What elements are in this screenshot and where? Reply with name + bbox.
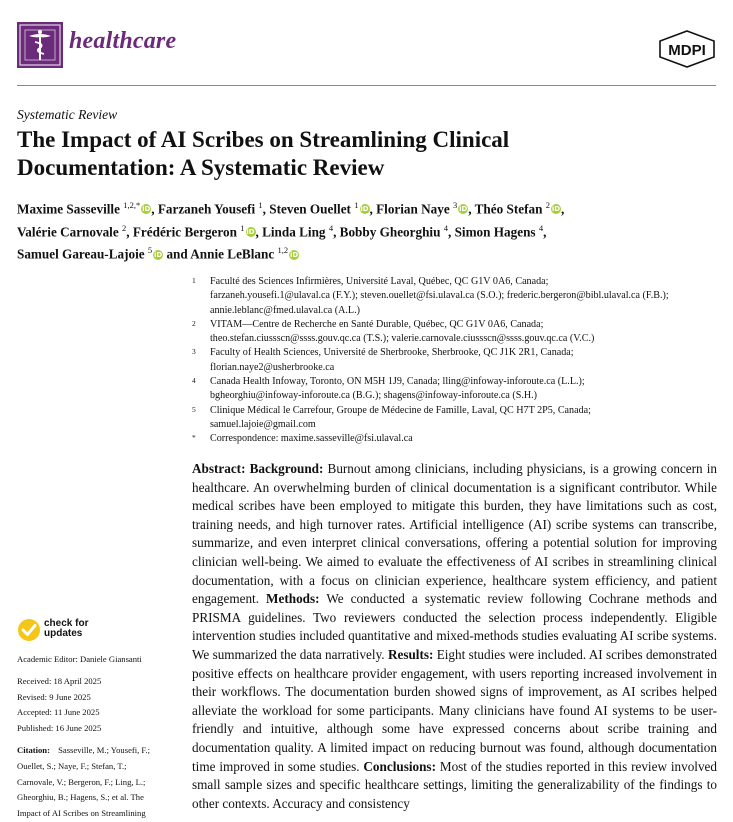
abstract-text: Most of the studies reported in this review involved small sample sizes and specific healthcare settings, limiting the generalizability of the findings to other contexts. Accuracy and consistency [192, 758, 717, 811]
author-separator: , [543, 224, 547, 240]
author-affiliation-marker: 4 [328, 222, 334, 233]
affiliation-marker: 1 [192, 276, 196, 285]
author-name: Linda Ling [262, 224, 326, 240]
orcid-icon[interactable]: iD [360, 205, 369, 214]
abstract-heading: Results: [387, 646, 434, 662]
check-for-updates-label [44, 619, 88, 639]
author-separator: , [255, 224, 263, 240]
orcid-icon[interactable]: iD [246, 228, 255, 237]
affiliation-item [192, 375, 722, 404]
affiliation-item [192, 346, 722, 375]
author-affiliation-marker: 1,2 [277, 245, 289, 256]
affiliation-marker: 4 [192, 376, 196, 386]
author-separator: , [560, 201, 565, 217]
affiliation-line: VITAM—Centre de Recherche en Santé Durable, Québec, QC G1V 0A6, Canada; [210, 318, 544, 330]
published-date: Published: 16 June 2025 [17, 723, 102, 734]
author-name: Maxime Sasseville [17, 201, 120, 217]
author-separator: , [126, 224, 133, 240]
author-affiliation-marker: 2 [545, 200, 550, 210]
author-separator: , [447, 224, 455, 240]
author-name: Annie LeBlanc [190, 246, 275, 262]
abstract-heading: Background: [249, 461, 324, 476]
article-title: The Impact of AI Scribes on Streamlining Clinical Documentation: A Systematic Review [17, 127, 510, 180]
abstract-heading: Abstract: [192, 461, 246, 476]
author-affiliation-marker: 1 [354, 200, 359, 210]
author-separator: , [151, 201, 158, 217]
affiliation-line: samuel.lajoie@gmail.com [210, 418, 316, 430]
abstract-text: Burnout among clinicians, including physicians, is a growing concern in healthcare. An overwhelming burden of clinical documentation is a significant contributor. While medical scribes have been employed to mitigate this burden, they have limitations such as cost, training needs, and high turnover rates. Artificial intelligence (AI) scribe systems can transcribe, summarize, and even interpret clinical conversations, offering a potential solution for improving clinician well-being. We aimed to evaluate the effectiveness of AI scribes in streamlining clinical documentation, with a focus on clinician experience, healthcare system efficiency, and patient engagement. [192, 461, 718, 607]
citation-line: Carnovale, V.; Bergeron, F.; Ling, L.; [17, 776, 146, 787]
abstract-text: We conducted a systematic review following Cochrane methods and PRISMA guidelines. Two reviewers conducted the selection process independently. Eligible intervention studies included quantitative and mixed-methods studies evaluating AI scribe systems. We summarized the data narratively. [192, 591, 717, 662]
author-affiliation-marker: 1,2,* [123, 200, 141, 210]
header-divider [17, 85, 716, 86]
author-name: Valérie Carnovale [17, 224, 119, 240]
author-name: Florian Naye [376, 201, 450, 217]
revised-date: Revised: 9 June 2025 [17, 691, 91, 702]
article-sidebar [17, 616, 177, 822]
author-separator: , [369, 201, 377, 217]
author-affiliation-marker: 4 [538, 222, 544, 233]
abstract-text: Eight studies were included. AI scribes demonstrated positive effects on healthcare provider engagement, with users reporting increased involvement in their workflows. The documentation burden showed signs of improvement, as AI scribes helped alleviate the workload for some participants. Many clinicians have found AI systems to be user-friendly and intuitive, although some have expressed concerns about scribe training and documentation quality. A limited impact on reducing burnout was found, although documentation time improved in some studies. [192, 646, 717, 774]
abstract-heading: Conclusions: [363, 758, 436, 774]
author-name: Bobby Gheorghiu [339, 224, 441, 240]
affiliation-line: florian.naye2@usherbrooke.ca [210, 361, 335, 373]
author-name: Samuel Gareau-Lajoie [17, 246, 145, 262]
orcid-icon[interactable]: iD [290, 250, 299, 259]
affiliation-marker: 2 [192, 318, 196, 328]
author-name: Farzaneh Yousefi [157, 201, 256, 217]
abstract-heading: Methods: [266, 591, 320, 607]
author-separator: , [468, 201, 475, 217]
check-for-updates-icon [17, 618, 41, 642]
affiliation-line: bgheorghiu@infoway-inforoute.ca (B.G.); shagens@infoway-inforoute.ca (S.H.) [210, 390, 538, 402]
affiliation-line: farzaneh.yousefi.1@ulaval.ca (F.Y.); steven.ouellet@fsi.ulaval.ca (S.O.); frederic.bergeron@bibl.ulaval.ca (F.B.); [210, 290, 669, 302]
affiliation-marker: 3 [192, 347, 196, 357]
affiliations [192, 275, 722, 447]
orcid-icon[interactable]: iD [142, 205, 151, 214]
author-list [17, 196, 717, 264]
received-date: Received: 18 April 2025 [17, 675, 102, 686]
citation-line: Impact of AI Scribes on Streamlining [17, 808, 146, 819]
author-name: Steven Ouellet [269, 201, 351, 217]
citation [17, 743, 177, 822]
author-affiliation-marker: 1 [258, 200, 263, 210]
author-separator: and [163, 246, 191, 262]
author-name: Simon Hagens [454, 224, 536, 240]
check-for-updates-line: check for [44, 618, 89, 629]
affiliation-marker: 5 [192, 404, 196, 414]
journal-name: healthcare [69, 28, 177, 54]
orcid-icon[interactable]: iD [551, 205, 561, 214]
academic-editor: Academic Editor: Daniele Giansanti [17, 654, 142, 664]
author-name: Théo Stefan [474, 201, 543, 217]
affiliation-marker: * [192, 433, 196, 443]
article-type: Systematic Review [17, 107, 118, 122]
affiliation-line: Canada Health Infoway, Toronto, ON M5H 1J9, Canada; lling@infoway-inforoute.ca (L.L.); [210, 376, 585, 388]
check-for-updates-line: updates [44, 628, 83, 639]
check-for-updates-badge[interactable] [17, 616, 177, 644]
abstract [192, 460, 717, 813]
affiliation-item [192, 404, 722, 433]
mdpi-logo [658, 30, 716, 68]
author-name: Frédéric Bergeron [132, 224, 237, 240]
affiliation-item [192, 318, 722, 347]
author-affiliation-marker: 2 [122, 222, 127, 233]
affiliation-line: Faculté des Sciences Infirmières, Université Laval, Québec, QC G1V 0A6, Canada; [210, 276, 549, 287]
journal-header [17, 22, 716, 86]
author-affiliation-marker: 3 [453, 200, 458, 210]
affiliation-item [192, 432, 722, 446]
affiliation-line: theo.stefan.ciussscn@ssss.gouv.qc.ca (T.S.); valerie.carnovale.ciussscn@ssss.gouv.qc.ca (V.C.) [210, 333, 595, 345]
orcid-icon[interactable]: iD [459, 205, 468, 214]
affiliation-line: Faculty of Health Sciences, Université de Sherbrooke, Sherbrooke, QC J1K 2R1, Canada; [210, 347, 574, 359]
affiliation-item [192, 275, 722, 318]
affiliation-line: Correspondence: maxime.sasseville@fsi.ulaval.ca [210, 433, 413, 445]
author-affiliation-marker: 1 [240, 222, 245, 233]
author-separator: , [262, 201, 270, 217]
author-affiliation-marker: 5 [147, 245, 153, 256]
caduceus-logo-icon [17, 22, 63, 68]
orcid-icon[interactable]: iD [154, 250, 163, 259]
citation-line: Sasseville, M.; Yousefi, F.; [58, 744, 151, 755]
citation-label: Citation: [17, 744, 50, 755]
mdpi-logo-text: MDPI [668, 42, 706, 59]
citation-line: Gheorghiu, B.; Hagens, S.; et al. The [17, 792, 144, 803]
affiliation-line: Clinique Médical le Carrefour, Groupe de Médecine de Famille, Laval, QC H7T 2P5, Canada; [210, 404, 591, 416]
affiliation-line: annie.leblanc@fmed.ulaval.ca (A.L.) [210, 304, 360, 316]
author-separator: , [333, 224, 340, 240]
accepted-date: Accepted: 11 June 2025 [17, 707, 100, 718]
citation-line: Ouellet, S.; Naye, F.; Stefan, T.; [17, 760, 127, 771]
author-affiliation-marker: 4 [443, 222, 448, 233]
